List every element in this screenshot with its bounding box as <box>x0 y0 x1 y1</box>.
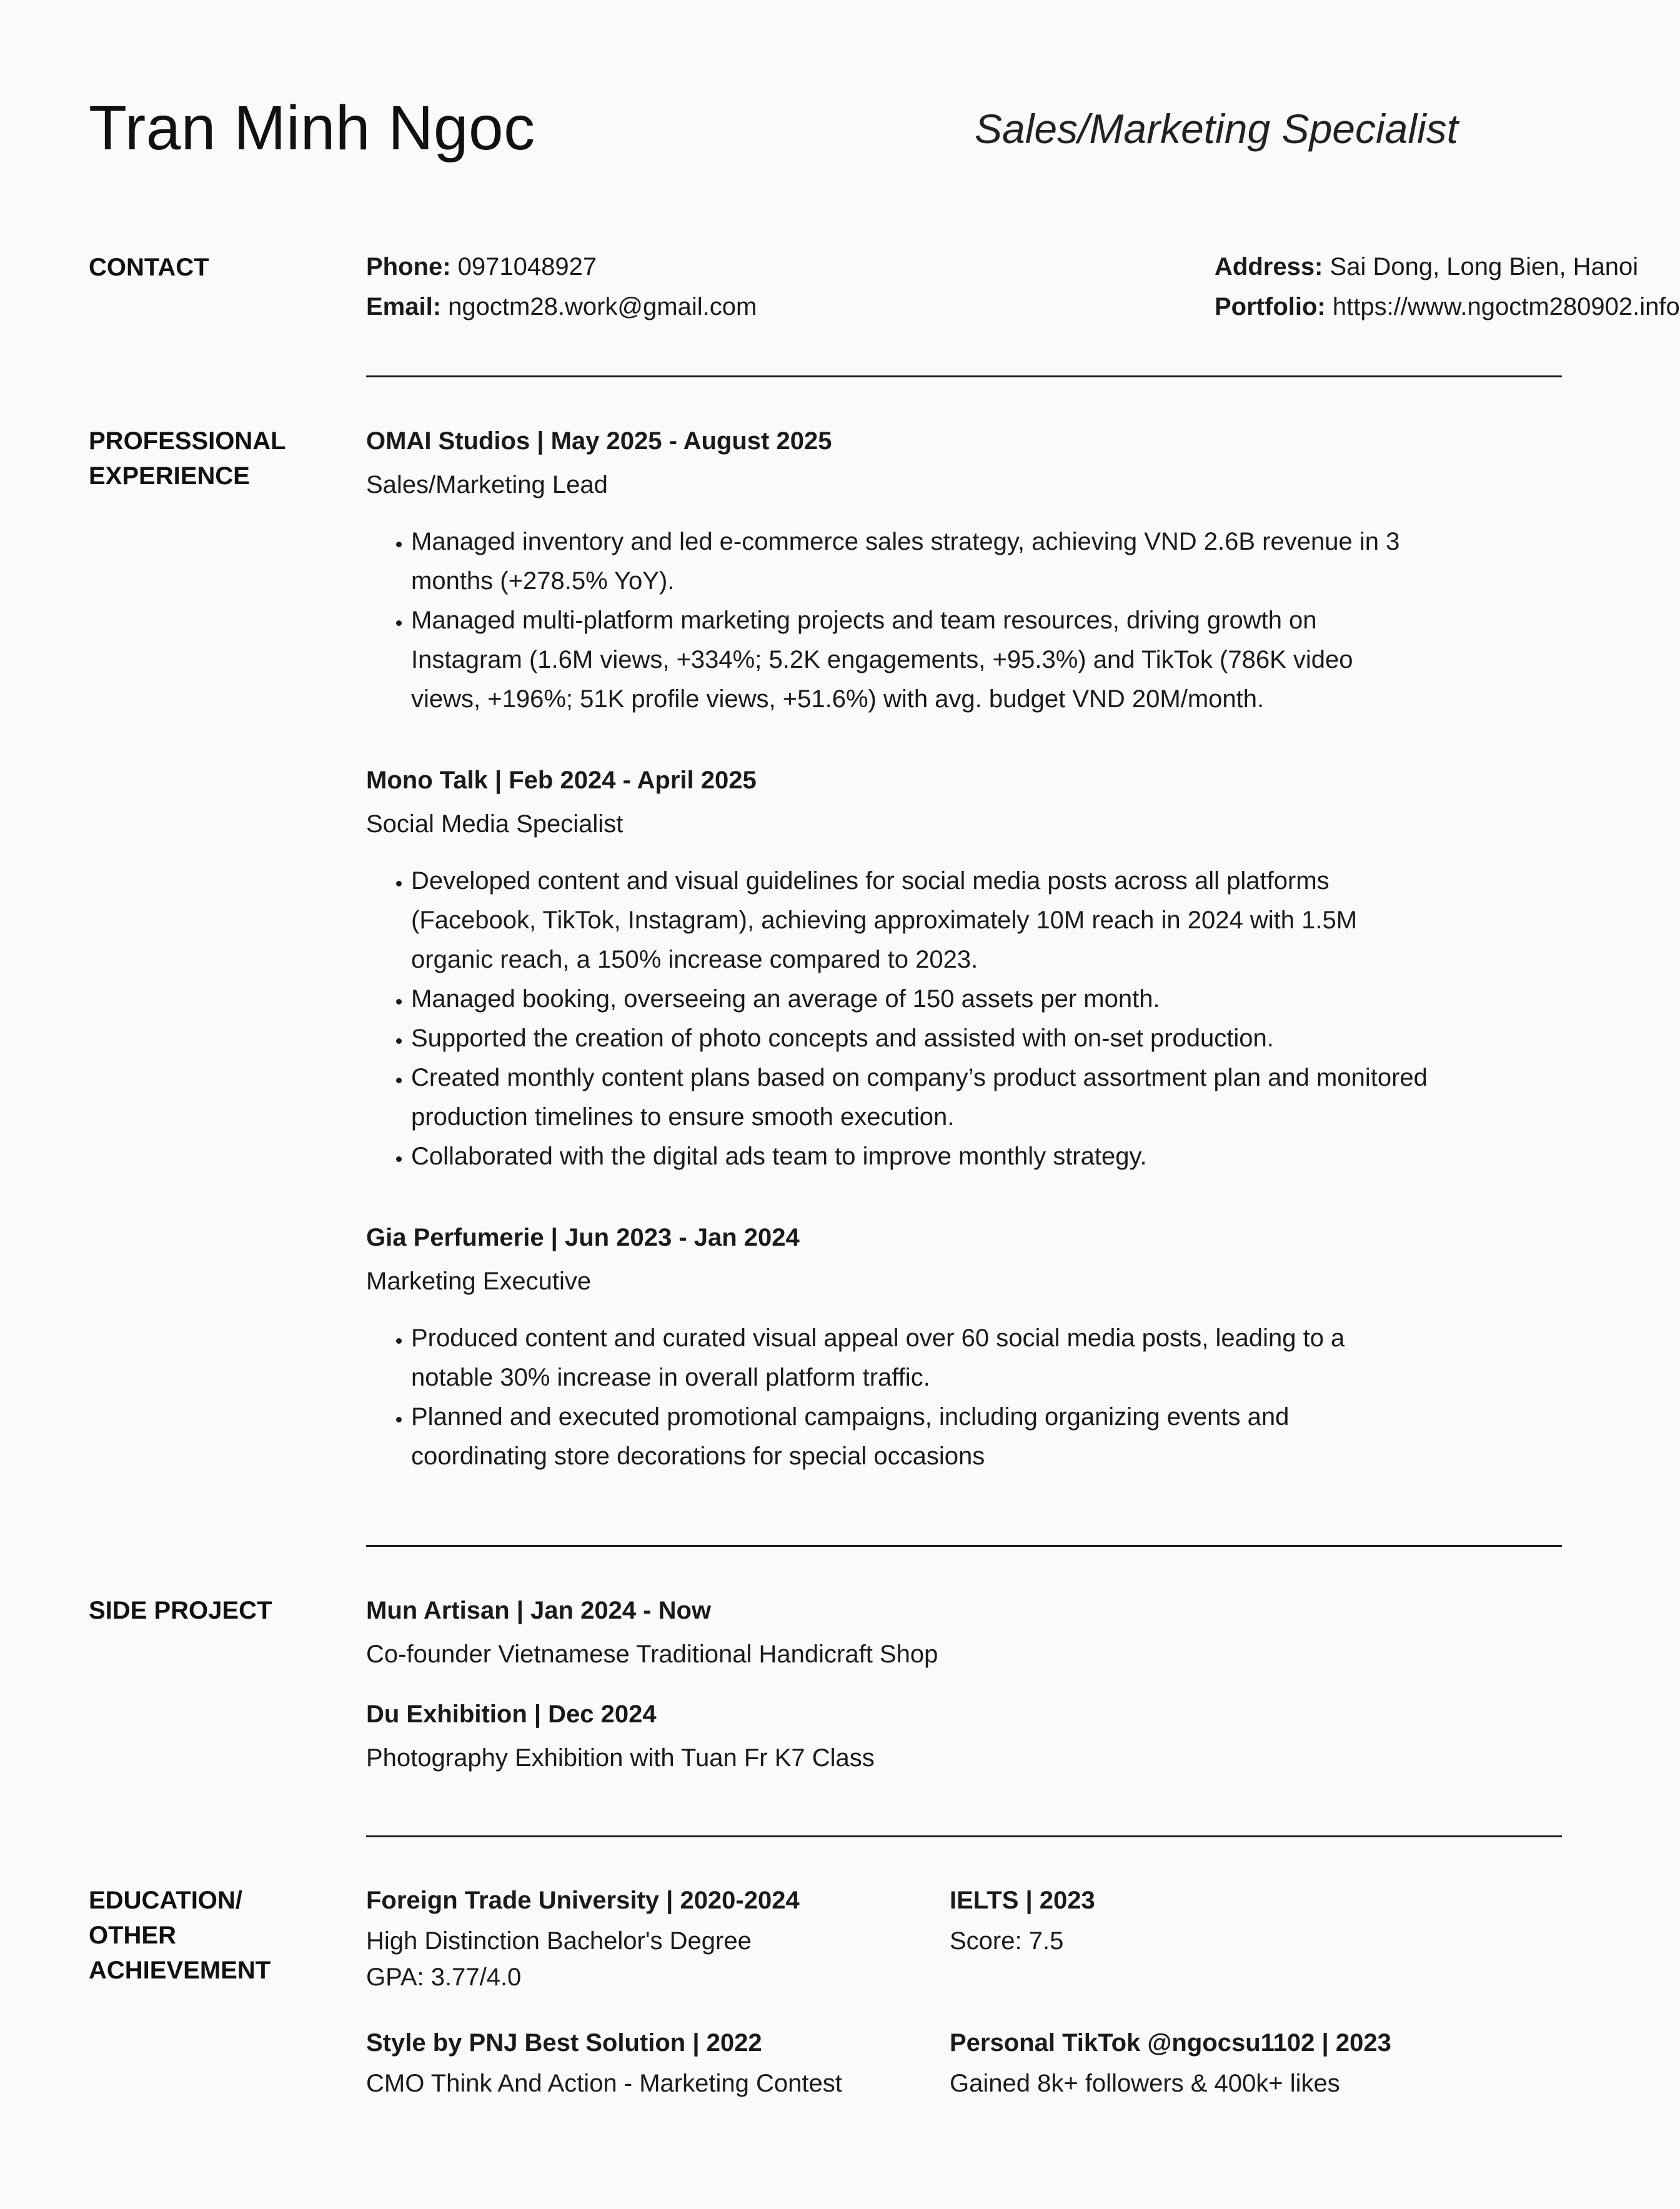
job-position: Sales/Marketing Lead <box>366 471 608 499</box>
project-heading: Du Exhibition | Dec 2024 <box>366 1700 657 1728</box>
education-detail: GPA: 3.77/4.0 <box>366 1963 522 1991</box>
achievement-heading: Personal TikTok @ngocsu1102 | 2023 <box>950 2029 1391 2057</box>
job-bullets <box>366 861 1428 1176</box>
portfolio-link[interactable]: https://www.ngoctm280902.info <box>1332 293 1680 320</box>
bullet-item: • Managed inventory and led e-commerce sales strategy, achieving VND 2.6B revenue in 3 months (+278.5% YoY). <box>411 522 1428 601</box>
section-label-line: OTHER <box>89 1922 176 1949</box>
phone-label: Phone: <box>366 253 451 280</box>
email-value[interactable]: ngoctm28.work@gmail.com <box>448 293 757 320</box>
education-heading: Foreign Trade University | 2020-2024 <box>366 1887 800 1914</box>
candidate-name: Tran Minh Ngoc <box>89 93 535 163</box>
portfolio-line <box>1215 287 1680 327</box>
project-entry <box>366 1697 1428 1775</box>
achievement-item <box>950 1883 1095 1959</box>
bullet-item: • Supported the creation of photo concepts and assisted with on-set production. <box>411 1019 1428 1058</box>
bullet-item: • Produced content and curated visual appeal over 60 social media posts, leading to a notable 30% increase in overall platform traffic. <box>411 1319 1428 1397</box>
bullet-item: • Developed content and visual guidelines for social media posts across all platforms (Facebook, TikTok, Instagram), achieving approximately 10M reach in 2024 with 1.5M organic reach, a 150% increase compared to 2023. <box>411 861 1428 980</box>
section-label-line: EDUCATION/ <box>89 1887 242 1914</box>
job-entry <box>366 1220 1428 1476</box>
job-bullets <box>366 1319 1428 1476</box>
job-position: Social Media Specialist <box>366 810 624 838</box>
achievement-heading: IELTS | 2023 <box>950 1887 1095 1914</box>
project-description: Co-founder Vietnamese Traditional Handicraft Shop <box>366 1641 938 1668</box>
project-entry <box>366 1593 1428 1672</box>
address-value: Sai Dong, Long Bien, Hanoi <box>1330 253 1639 280</box>
bullet-item: • Collaborated with the digital ads team to improve monthly strategy. <box>411 1137 1428 1176</box>
contact-block <box>366 247 1680 327</box>
project-description: Photography Exhibition with Tuan Fr K7 Class <box>366 1744 875 1772</box>
divider <box>366 1545 1562 1547</box>
achievement-detail: CMO Think And Action - Marketing Contest <box>366 2070 842 2097</box>
achievement-item <box>950 2025 1391 2102</box>
achievement-item <box>366 2025 842 2102</box>
education-item <box>366 1883 800 1995</box>
job-entry <box>366 763 1428 1176</box>
job-heading: Gia Perfumerie | Jun 2023 - Jan 2024 <box>366 1224 800 1251</box>
section-label-line: ACHIEVEMENT <box>89 1957 271 1984</box>
bullet-item: • Planned and executed promotional campaigns, including organizing events and coordinating store decorations for special occasions <box>411 1397 1428 1476</box>
job-bullets <box>366 522 1428 719</box>
project-heading: Mun Artisan | Jan 2024 - Now <box>366 1597 712 1624</box>
portfolio-label: Portfolio: <box>1215 293 1326 320</box>
job-heading: Mono Talk | Feb 2024 - April 2025 <box>366 767 757 794</box>
bullet-item: • Created monthly content plans based on company’s product assortment plan and monitored production timelines to ensure smooth execution. <box>411 1058 1428 1137</box>
section-label-line: PROFESSIONAL <box>89 427 286 455</box>
job-heading: OMAI Studios | May 2025 - August 2025 <box>366 427 832 455</box>
side-project-list <box>366 1593 1428 1800</box>
bullet-item: • Managed booking, overseeing an average of 150 assets per month. <box>411 980 1428 1019</box>
education-detail: High Distinction Bachelor's Degree <box>366 1927 752 1955</box>
section-label-experience <box>89 424 339 494</box>
section-label-education <box>89 1883 339 1988</box>
achievement-detail: Score: 7.5 <box>950 1927 1064 1955</box>
experience-list <box>366 424 1428 1520</box>
divider <box>366 1835 1562 1837</box>
bullet-item: • Managed multi-platform marketing projects and team resources, driving growth on Instagram (1.6M views, +334%; 5.2K engagements, +95.3%) and TikTok (786K video views, +196%; 51K profile views, +51.6%) with avg. budget VND 20M/month. <box>411 601 1428 719</box>
divider <box>366 375 1562 377</box>
address-line <box>1215 247 1680 327</box>
achievement-heading: Style by PNJ Best Solution | 2022 <box>366 2029 762 2057</box>
job-title: Sales/Marketing Specialist <box>975 106 1459 152</box>
job-position: Marketing Executive <box>366 1268 592 1295</box>
address-label: Address: <box>1215 253 1323 280</box>
section-label-side-project: SIDE PROJECT <box>89 1597 272 1624</box>
section-label-contact: CONTACT <box>89 254 209 281</box>
phone-value: 0971048927 <box>457 253 597 280</box>
achievement-detail: Gained 8k+ followers & 400k+ likes <box>950 2070 1340 2097</box>
section-label-line: EXPERIENCE <box>89 462 250 490</box>
email-label: Email: <box>366 293 442 320</box>
job-entry <box>366 424 1428 719</box>
